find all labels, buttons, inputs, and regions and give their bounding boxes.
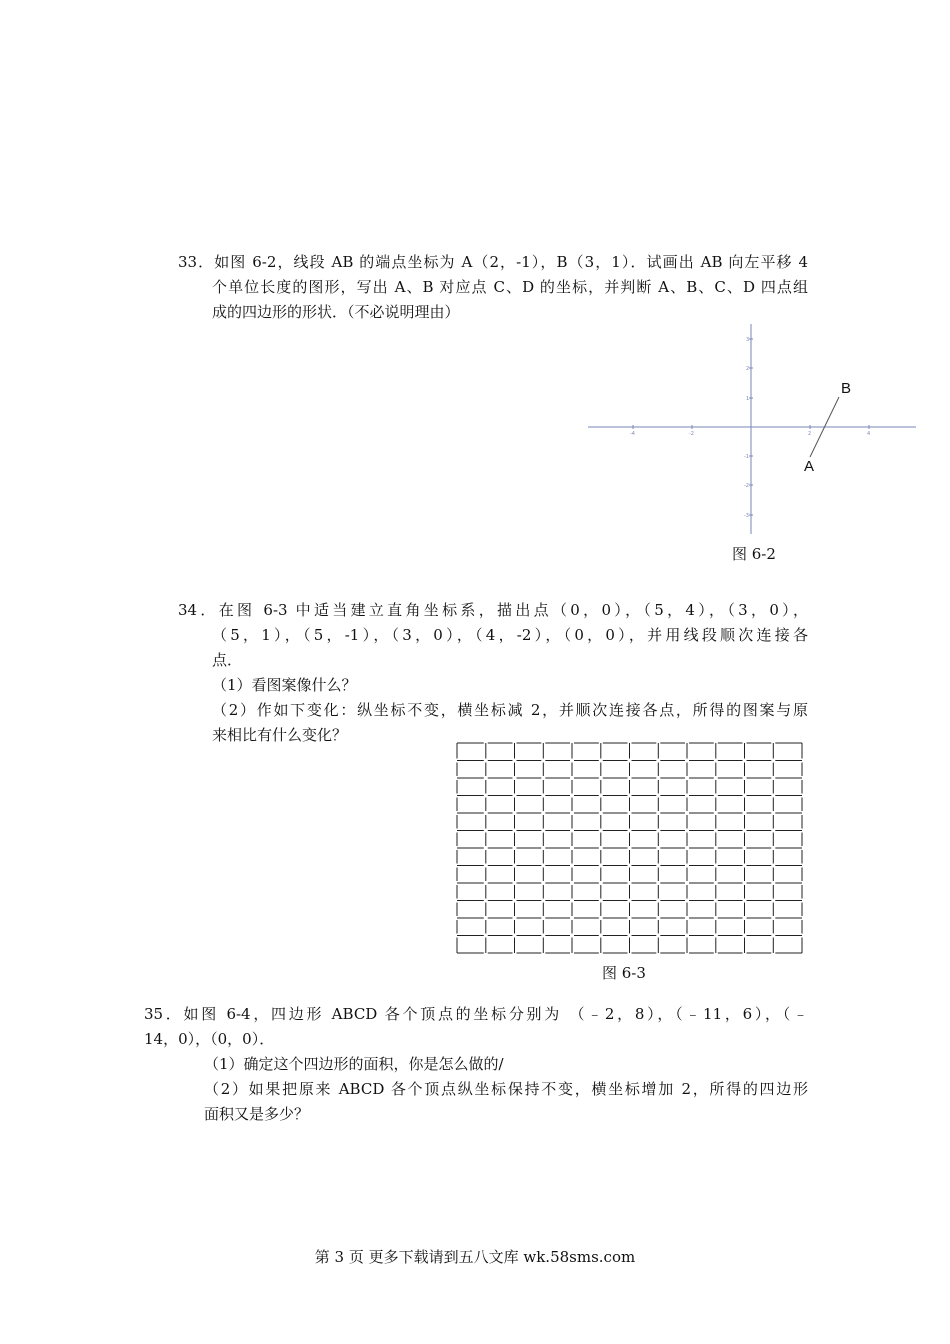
y-tick-label: 1 bbox=[746, 396, 750, 402]
figure-6-2 bbox=[588, 322, 918, 537]
q33-line-2: 个单位长度的图形，写出 A、B 对应点 C、D 的坐标，并判断 A、B、C、D 四点组 bbox=[212, 278, 808, 296]
q34-line-3: 点． bbox=[212, 651, 243, 669]
q35-sub-2-line-1: （2）如果把原来 ABCD 各个顶点纵坐标保持不变，横坐标增加 2，所得的四边形 bbox=[204, 1080, 808, 1098]
y-tick-label: -3 bbox=[744, 513, 749, 519]
q35-sub-1: （1）确定这个四边形的面积，你是怎么做的/ bbox=[204, 1055, 504, 1073]
q34-sub-2-line-2: 来相比有什么变化？ bbox=[212, 726, 348, 744]
point-b-label: B bbox=[841, 380, 852, 397]
y-tick-label: -1 bbox=[744, 454, 749, 460]
q35-line-1: 35．如图 6-4，四边形 ABCD 各个顶点的坐标分别为 （﹣2，8），（﹣11，6），（﹣ bbox=[144, 1005, 808, 1023]
figure-6-2-caption: 图 6-2 bbox=[732, 545, 776, 563]
q34-line-2: （5，1），（5，-1），（3，0），（4，-2），（0，0），并用线段顺次连接各 bbox=[212, 626, 808, 644]
x-tick-label: 4 bbox=[867, 431, 871, 437]
y-tick-label: -2 bbox=[744, 483, 749, 489]
q34-sub-1: （1）看图案像什么？ bbox=[212, 676, 357, 694]
q34-line-1: 34．在图 6-3 中适当建立直角坐标系，描出点（0，0），（5，4），（3，0）， bbox=[178, 601, 808, 619]
x-tick-label: -4 bbox=[630, 431, 635, 437]
y-tick-label: 2 bbox=[746, 366, 750, 372]
point-a-label: A bbox=[804, 458, 815, 475]
page-footer: 第 3 页 更多下载请到五八文库 wk.58sms.com bbox=[314, 1248, 636, 1266]
y-tick-label: 3 bbox=[746, 337, 750, 343]
x-tick-label: -2 bbox=[689, 431, 694, 437]
y-ticks bbox=[744, 337, 753, 519]
q35-line-2: 14，0），（0，0）． bbox=[144, 1030, 275, 1048]
q33-line-3: 成的四边形的形状．（不必说明理由） bbox=[212, 303, 460, 321]
q34-sub-2-line-1: （2）作如下变化：纵坐标不变，横坐标减 2，并顺次连接各点，所得的图案与原 bbox=[212, 701, 808, 719]
x-tick-label: 2 bbox=[808, 431, 812, 437]
figure-6-3-caption: 图 6-3 bbox=[602, 964, 646, 982]
figure-6-3-grid bbox=[457, 743, 802, 953]
q35-sub-2-line-2: 面积又是多少？ bbox=[204, 1105, 310, 1123]
q33-line-1: 33．如图 6-2，线段 AB 的端点坐标为 A（2，-1），B（3，1）．试画出 AB 向左平移 4 bbox=[178, 253, 808, 271]
